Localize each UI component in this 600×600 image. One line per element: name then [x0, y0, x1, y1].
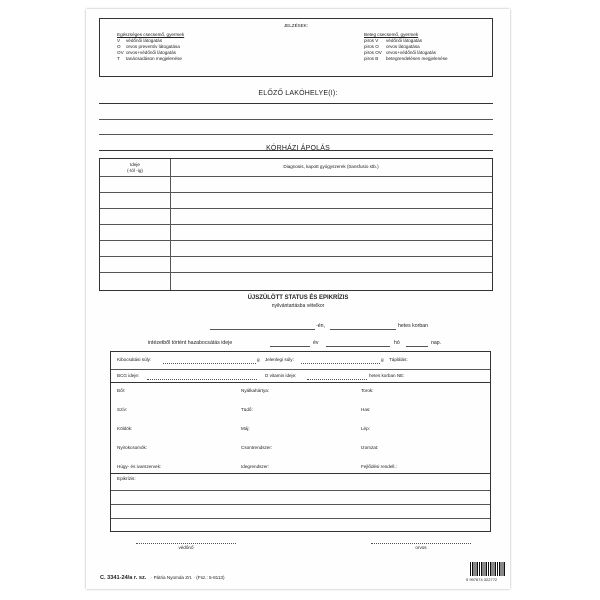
hetes-korban-label: hetes korban NE:	[369, 373, 405, 378]
hospital-col1-header: Ideje (-tól -ig)	[127, 162, 143, 173]
signs-box	[99, 18, 493, 77]
newborn-subtitle: nyilvántartásba vételkor	[271, 303, 325, 309]
table-row-line	[100, 192, 492, 193]
healthy-item: O orvos preventív látogatása	[117, 44, 180, 49]
date-suffix: -én,	[316, 323, 325, 329]
jelenlegi-suly-label: Jelenlegi súly:	[265, 357, 294, 362]
epikrizis-line	[111, 504, 490, 505]
year-label: év	[313, 340, 319, 346]
day-blank	[406, 346, 428, 347]
table-row-line	[100, 240, 492, 241]
healthy-title: Egészséges csecsemő, gyermek	[117, 32, 185, 37]
d-vitamin-blank	[307, 379, 367, 380]
thick-divider	[111, 382, 490, 383]
signature-label-right: orvos	[415, 545, 427, 550]
kibocsatasi-suly-blank	[163, 363, 256, 364]
discharge-label: intézetből történt hazabocsátás ideje	[148, 340, 233, 346]
weeks-label: hetes korban	[398, 323, 428, 329]
publisher: · Pátria Nyomda Zrt. · (Fsz.: 5-8113)	[150, 575, 225, 580]
residence-line	[99, 119, 493, 120]
status-box: Kibocsátási súly: g Jelenlegi súly: g Táplálás: BCG ideje: D vitamin ideje: hetes korban NE: Bőr: Nyálkahártya: Torok: Szív: Tüdő: Has: Köldök: Máj: Lép: Nyirokcsomók: Csontrendszer: Izomzat: Húgy- és ivarszervek: Idegrendszer: Fejlődési rendell.: Epikrízis:	[110, 351, 491, 532]
sick-item: piros V védőnői látogatás	[364, 38, 423, 43]
weeks-blank	[330, 329, 396, 330]
barcode-image	[470, 562, 506, 576]
residence-line	[99, 103, 493, 104]
newborn-title: ÚJSZÜLÖTT STATUS ÉS EPIKRÍZIS	[247, 295, 349, 301]
month-label: hó	[394, 340, 400, 346]
d-vitamin-label: D vitamin ideje:	[265, 373, 297, 378]
sick-item: piros OV orvos+védőnői látogatás	[364, 50, 436, 55]
row-line	[111, 369, 490, 370]
sick-item: piros O orvos látogatása	[364, 44, 420, 49]
unit-g: g	[257, 357, 260, 362]
table-row-line	[100, 208, 492, 209]
sick-item: piros B betegrendelésen megjelenése	[364, 56, 448, 61]
kibocsatasi-suly-label: Kibocsátási súly:	[117, 357, 152, 362]
taplalas-label: Táplálás:	[389, 357, 408, 362]
hospital-col2-header: Diagnosis, kapott gyógyszerek (transfusio stb.)	[283, 164, 379, 169]
month-blank	[326, 346, 390, 347]
sick-title: Beteg csecsemő, gyermek	[364, 32, 419, 37]
table-row-line	[100, 256, 492, 257]
table-row-line	[100, 224, 492, 225]
signs-title: JELZÉSEK:	[283, 23, 309, 28]
form-page	[86, 9, 510, 589]
epikrizis-divider	[111, 473, 490, 474]
form-code: C. 3341-24/a r. sz.	[100, 575, 147, 581]
jelenlegi-suly-blank	[301, 363, 380, 364]
signature-line-right	[371, 543, 471, 544]
healthy-item: OV orvos+védőnői látogatás	[117, 50, 176, 55]
healthy-item: T tanácsadáson megjelenése	[117, 56, 182, 61]
healthy-list	[117, 38, 182, 62]
sick-list	[364, 38, 448, 62]
signature-label-left: védőnő	[178, 545, 194, 550]
residence-line	[99, 134, 493, 135]
table-row-line	[100, 176, 492, 177]
hospital-table	[99, 158, 493, 291]
bcg-label: BCG ideje:	[117, 373, 140, 378]
bcg-blank	[147, 379, 257, 380]
day-label: nap.	[431, 340, 442, 346]
healthy-item: V védőnői látogatás	[117, 38, 163, 43]
previous-residence-title: ELŐZŐ LAKÓHELYE(I):	[258, 90, 338, 97]
hospital-title: KÓRHÁZI ÁPOLÁS	[266, 145, 330, 152]
epikrizis-label: Epikrízis:	[117, 476, 136, 481]
epikrizis-line	[111, 518, 490, 519]
unit-g: g	[381, 357, 384, 362]
epikrizis-line	[111, 490, 490, 491]
table-row-line	[100, 272, 492, 273]
year-blank	[270, 346, 310, 347]
signature-line-left	[136, 543, 236, 544]
date-blank	[210, 329, 315, 330]
barcode-number: 5 997674 322772	[466, 577, 498, 582]
form-code-line	[100, 566, 224, 584]
